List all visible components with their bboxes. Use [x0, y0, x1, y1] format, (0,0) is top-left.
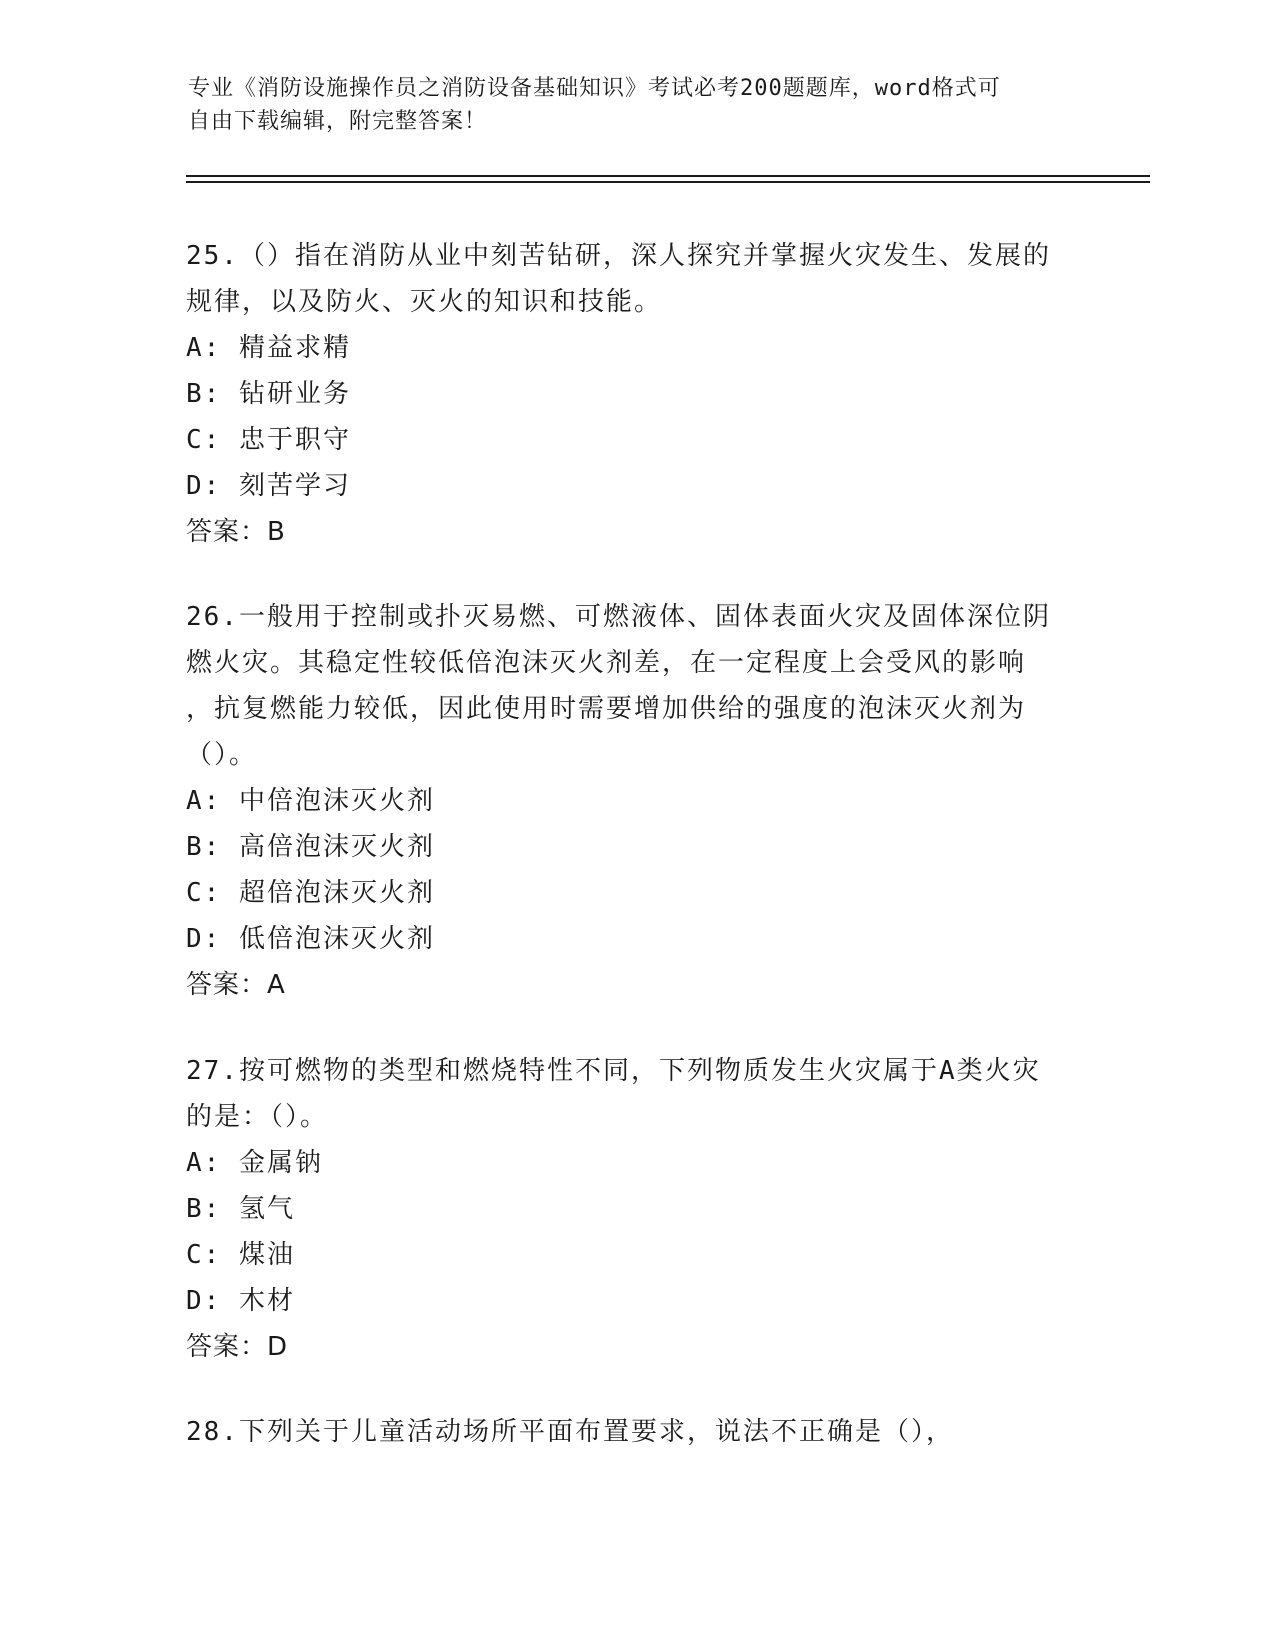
option-label: C:	[186, 1240, 222, 1270]
option-text: 低倍泡沫灭火剂	[238, 924, 435, 954]
question-text-line: 28.下列关于儿童活动场所平面布置要求，说法不正确是（），	[186, 1417, 954, 1447]
option-label: A:	[186, 333, 222, 363]
document-header	[188, 72, 1088, 138]
option-d	[186, 463, 1086, 509]
option-text: 煤油	[238, 1240, 295, 1270]
option-c	[186, 417, 1086, 463]
question-text-line: 规律，以及防火、灭火的知识和技能。	[186, 287, 663, 317]
option-text: 高倍泡沫灭火剂	[238, 832, 435, 862]
option-b	[186, 1186, 1086, 1232]
answer-line: 答案：B	[186, 517, 286, 547]
option-text: 金属钠	[238, 1148, 323, 1178]
option-text: 刻苦学习	[238, 471, 351, 501]
question-text-line: 27.按可燃物的类型和燃烧特性不同，下列物质发生火灾属于A类火灾	[186, 1056, 1041, 1086]
option-label: B:	[186, 832, 222, 862]
option-text: 超倍泡沫灭火剂	[238, 878, 435, 908]
option-label: D:	[186, 471, 222, 501]
option-a	[186, 778, 1086, 824]
option-b	[186, 824, 1086, 870]
option-d	[186, 1278, 1086, 1324]
option-label: C:	[186, 425, 222, 455]
question-text-line: （）。	[186, 740, 258, 770]
answer-line: 答案：A	[186, 970, 286, 1000]
option-label: A:	[186, 786, 222, 816]
option-text: 钻研业务	[238, 379, 351, 409]
question-28	[186, 1409, 1086, 1455]
option-a	[186, 1140, 1086, 1186]
option-b	[186, 371, 1086, 417]
option-text: 氢气	[238, 1194, 295, 1224]
question-text-line: 的是：（）。	[186, 1102, 329, 1132]
header-divider-top	[186, 175, 1150, 177]
option-label: B:	[186, 1194, 222, 1224]
option-c	[186, 1232, 1086, 1278]
question-text-line: 燃火灾。其稳定性较低倍泡沫灭火剂差，在一定程度上会受风的影响	[186, 648, 1027, 678]
option-label: C:	[186, 878, 222, 908]
header-divider-bottom	[186, 181, 1150, 183]
question-text-line: 25.（）指在消防从业中刻苦钻研，深人探究并掌握火灾发生、发展的	[186, 241, 1051, 271]
header-line-2: 自由下载编辑，附完整答案！	[188, 109, 488, 134]
question-text-line: ，抗复燃能力较低，因此使用时需要增加供给的强度的泡沫灭火剂为	[186, 694, 1027, 724]
option-label: A:	[186, 1148, 222, 1178]
option-a	[186, 325, 1086, 371]
option-label: D:	[186, 924, 222, 954]
question-25	[186, 233, 1086, 555]
question-26	[186, 594, 1086, 1008]
question-text-line: 26.一般用于控制或扑灭易燃、可燃液体、固体表面火灾及固体深位阴	[186, 602, 1051, 632]
header-line-1: 专业《消防设施操作员之消防设备基础知识》考试必考200题题库，word格式可	[188, 76, 1001, 101]
option-label: D:	[186, 1286, 222, 1316]
answer-line: 答案：D	[186, 1332, 289, 1362]
option-label: B:	[186, 379, 222, 409]
option-text: 精益求精	[238, 333, 351, 363]
question-27	[186, 1048, 1086, 1370]
option-text: 中倍泡沫灭火剂	[238, 786, 435, 816]
option-text: 忠于职守	[238, 425, 351, 455]
option-c	[186, 870, 1086, 916]
option-text: 木材	[238, 1286, 295, 1316]
option-d	[186, 916, 1086, 962]
